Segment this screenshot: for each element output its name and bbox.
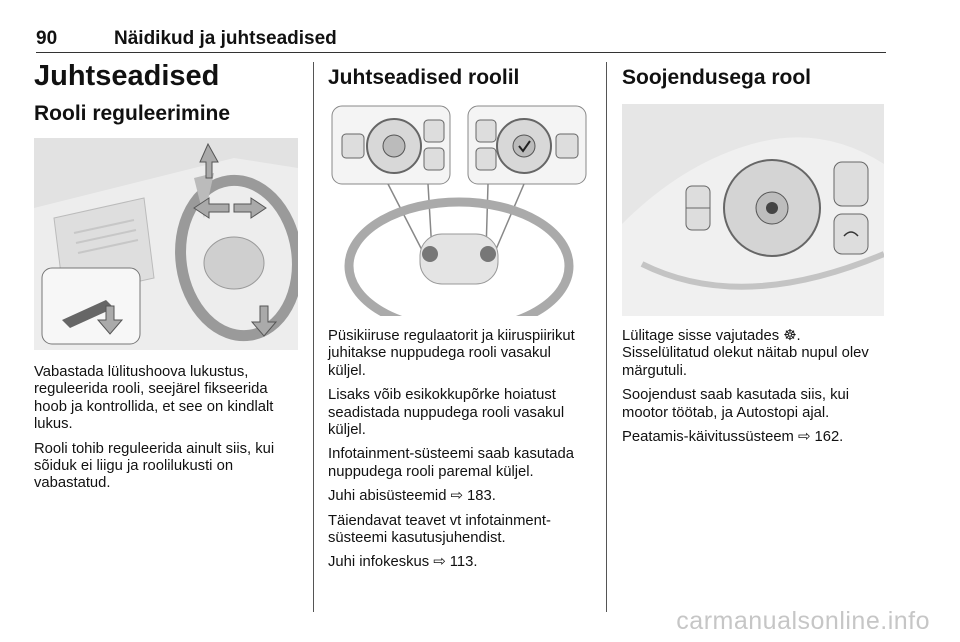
watermark: carmanualsonline.info: [676, 607, 930, 635]
paragraph: Sisselülitatud olekut näitab nupul olev märgutuli.: [622, 345, 869, 379]
paragraph: Lülitage sisse vajutades ☸.: [622, 328, 801, 344]
paragraph: Peatamis-käivitussüsteem ⇨ 162.: [622, 429, 844, 446]
paragraph: Soojendust saab kasutada siis, kui mootor töötab, ja Autostopi ajal.: [622, 387, 850, 421]
paragraph: Juhi infokeskus ⇨ 113.: [328, 554, 478, 571]
column-heated-steering-wheel: [622, 58, 886, 453]
chapter-title: Näidikud ja juhtseadised: [114, 28, 337, 49]
column-steering-controls: [328, 58, 590, 579]
paragraph: Infotainment-süsteemi saab kasutada nuppudega rooli paremal küljel.: [328, 446, 574, 480]
section-title: Juhtseadised roolil: [328, 66, 520, 89]
section-title: Juhtseadised: [34, 60, 220, 92]
paragraph: Juhi abisüsteemid ⇨ 183.: [328, 488, 496, 505]
steering-controls-illustration: [328, 104, 590, 316]
page-number: 90: [36, 28, 58, 49]
paragraph: Täiendavat teavet vt infotainment-süsteemi kasutusjuhendist.: [328, 512, 551, 547]
paragraph: Püsikiiruse regulaatorit ja kiiruspiirikut juhitakse nuppudega rooli vasakul küljel.: [328, 328, 575, 379]
page-header: [36, 28, 886, 53]
section-title: Soojendusega rool: [622, 66, 812, 89]
heated-steering-wheel-illustration: [622, 104, 884, 316]
paragraph: Rooli tohib reguleerida ainult siis, kui sõiduk ei liigu ja roolilukusti on vabastatud.: [34, 440, 275, 492]
column-steering-adjustment: [34, 58, 300, 500]
paragraph: Vabastada lülitushoova lukustus, reguleerida rooli, seejärel fikseerida hoob ja kontrollida, et see on kindlalt lukus.: [34, 364, 274, 433]
paragraph: Lisaks võib esikokkupõrke hoiatust seadistada nuppudega rooli vasakul küljel.: [328, 387, 565, 439]
column-divider: [606, 62, 607, 612]
column-divider: [313, 62, 314, 612]
steering-adjustment-illustration: [34, 138, 298, 350]
subsection-title: Rooli reguleerimine: [34, 102, 231, 125]
